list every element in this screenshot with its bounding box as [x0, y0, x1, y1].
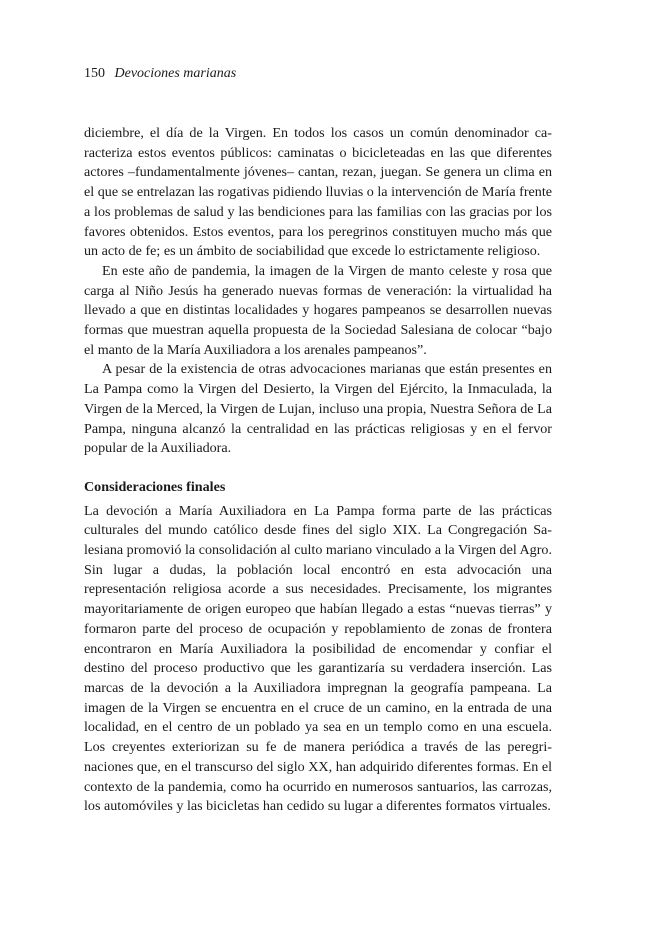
book-title: Devociones marianas	[114, 66, 237, 81]
running-head	[84, 64, 552, 84]
body-text	[84, 124, 552, 817]
paragraph-pandemic: En este año de pandemia, la imagen de la Virgen de manto celeste y rosa que carga al Niño Jesús ha generado nuevas formas de veneración: la virtualidad ha llevado a que en distintas localidades y hogares pampeanos se desarrollen nuevas formas que muestran aquella propuesta de la Sociedad Salesiana de colocar “bajo el manto de la María Auxiliadora a los arenales pampeanos”.	[84, 262, 552, 358]
paragraph-advocations: A pesar de la existencia de otras advocaciones marianas que están presentes en La Pampa como la Virgen del Desierto, la Virgen del Ejército, la Inmaculada, la Virgen de la Merced, la Virgen de Lujan, incluso una propia, Nuestra Señora de La Pampa, ninguna alcanzó la centralidad en las prácticas religiosas y en el fervor popular de la Auxiliadora.	[84, 361, 552, 457]
paragraph-conclusions: La devoción a María Auxiliadora en La Pampa forma parte de las prácticas culturales del mundo católico desde fines del siglo XIX. La Congregación Salesiana promovió la consolidación al culto mariano vinculado a la Virgen del Agro. Sin lugar a dudas, la población local encontró en esta advocación una representación religiosa acorde a sus necesidades. Precisamente, los migrantes mayoritariamente de origen europeo que habían llegado a estas “nuevas tierras” y formaron parte del proceso de ocupación y repoblamiento de zonas de frontera encontraron en María Auxiliadora la posibilidad de encomendar y confiar el destino del proceso productivo que les garantizaría su verdadera inserción. Las marcas de la devoción a la Auxiliadora impregnan la geografía pampeana. La imagen de la Virgen se encuentra en el cruce de un camino, en la entrada de una localidad, en el centro de un poblado ya sea en un templo como en una escuela. Los creyentes exteriorizan su fe de manera periódica a través de las peregrinaciones que, en el transcurso del siglo XX, han adquirido diferentes formas. En el contexto de la pandemia, como ha ocurrido en numerosos santuarios, las carrozas, los automóviles y las bicicletas han cedido su lugar a diferentes formatos virtuales.	[84, 502, 552, 815]
paragraph-continued: diciembre, el día de la Virgen. En todos los casos un común denominador caracteriza estos eventos públicos: caminatas o bicicleteadas en las que diferentes actores –fundamentalmente jóvenes– cantan, rezan, juegan. Se genera un clima en el que se entrelazan las rogativas pidiendo lluvias o la intervención de María frente a los problemas de salud y las bendiciones para las familias con las gracias por los favores obtenidos. Estos eventos, para los peregrinos constituyen mucho más que un acto de fe; es un ámbito de sociabilidad que excede lo estrictamente religioso.	[84, 125, 552, 260]
section-heading: Consideraciones finales	[84, 478, 226, 495]
book-page	[84, 64, 552, 817]
page-number: 150	[84, 66, 105, 81]
